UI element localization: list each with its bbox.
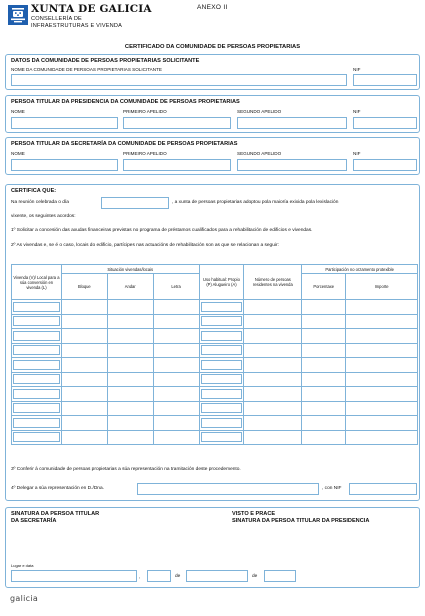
- cell-porcentaxe[interactable]: [302, 314, 346, 329]
- cell-porcentaxe[interactable]: [302, 416, 346, 431]
- community-nif-label: NIF: [353, 67, 361, 72]
- table-row: [12, 314, 418, 329]
- table-row: [12, 300, 418, 315]
- col-vivenda-header: Vivenda (V)/ Local para a súa conversión en vivenda (L): [12, 265, 62, 300]
- cell-uso[interactable]: [199, 343, 244, 358]
- cell-vivenda[interactable]: [12, 430, 62, 445]
- president-signature-label: [232, 511, 369, 525]
- cell-importe[interactable]: [346, 430, 418, 445]
- president-surname2-field[interactable]: [237, 117, 347, 129]
- cell-andar[interactable]: [107, 401, 153, 416]
- cell-vivenda[interactable]: [12, 372, 62, 387]
- secretary-name-field[interactable]: [11, 159, 118, 171]
- secretary-nif-label: NIF: [353, 151, 361, 156]
- col-importe-header: Importe: [346, 274, 418, 300]
- document-title: CERTIFICADO DA COMUNIDADE DE PERSOAS PROPIETARIAS: [124, 44, 301, 50]
- org-name: XUNTA DE GALICIA: [31, 3, 152, 15]
- delegate-nif-field[interactable]: [349, 483, 417, 495]
- department-line-1: CONSELLERÍA DE: [31, 16, 82, 22]
- cell-uso-box: [201, 302, 243, 312]
- president-panel: [5, 95, 420, 133]
- col-bloque-header: Bloque: [61, 274, 107, 300]
- signature-panel: [5, 507, 420, 588]
- cell-persoas[interactable]: [244, 372, 302, 387]
- cell-porcentaxe[interactable]: [302, 300, 346, 315]
- de-label-2: de: [252, 574, 258, 579]
- cell-porcentaxe[interactable]: [302, 401, 346, 416]
- meeting-line-2: vixente, os seguintes acordos:: [11, 214, 76, 219]
- cell-bloque[interactable]: [61, 387, 107, 402]
- cell-vivenda-box: [13, 345, 60, 355]
- cell-uso[interactable]: [199, 329, 244, 344]
- annex-label: ANEXO II: [197, 4, 228, 11]
- cell-uso-box: [201, 432, 243, 442]
- secretary-signature-line-2: DA SECRETARÍA: [11, 518, 57, 524]
- cell-letra[interactable]: [153, 387, 199, 402]
- cell-vivenda[interactable]: [12, 314, 62, 329]
- table-row: [12, 430, 418, 445]
- month-field[interactable]: [186, 570, 248, 582]
- cell-letra[interactable]: [153, 372, 199, 387]
- cell-letra[interactable]: [153, 430, 199, 445]
- president-signature-line-2: SINATURA DA PERSOA TITULAR DA PRESIDENCIA: [232, 518, 370, 524]
- president-name-field[interactable]: [11, 117, 118, 129]
- cell-importe[interactable]: [346, 343, 418, 358]
- cell-persoas[interactable]: [244, 430, 302, 445]
- president-nif-field[interactable]: [353, 117, 417, 129]
- cell-uso[interactable]: [199, 372, 244, 387]
- table-row: [12, 387, 418, 402]
- certifica-panel: [5, 184, 420, 501]
- secretary-surname1-field[interactable]: [123, 159, 231, 171]
- day-field[interactable]: [147, 570, 171, 582]
- cell-letra[interactable]: [153, 329, 199, 344]
- cell-vivenda[interactable]: [12, 416, 62, 431]
- cell-importe[interactable]: [346, 300, 418, 315]
- cell-andar[interactable]: [107, 329, 153, 344]
- cell-vivenda[interactable]: [12, 401, 62, 416]
- community-name-field[interactable]: [11, 74, 347, 86]
- cell-vivenda[interactable]: [12, 300, 62, 315]
- participacion-group-header: Participación no orzamento protexible: [302, 265, 418, 274]
- secretary-panel: [5, 137, 420, 175]
- cell-uso-box: [201, 374, 243, 384]
- cell-letra[interactable]: [153, 300, 199, 315]
- president-surname1-label: PRIMEIRO APELIDO: [123, 109, 167, 114]
- cell-uso-box: [201, 316, 243, 326]
- cell-uso[interactable]: [199, 300, 244, 315]
- cell-bloque[interactable]: [61, 372, 107, 387]
- cell-porcentaxe[interactable]: [302, 343, 346, 358]
- dwellings-table: [11, 264, 418, 445]
- department-name: [31, 16, 122, 30]
- cell-vivenda-box: [13, 360, 60, 370]
- cell-vivenda-box: [13, 432, 60, 442]
- cell-persoas[interactable]: [244, 300, 302, 315]
- secretary-nif-field[interactable]: [353, 159, 417, 171]
- cell-importe[interactable]: [346, 314, 418, 329]
- cell-letra[interactable]: [153, 401, 199, 416]
- cell-andar[interactable]: [107, 372, 153, 387]
- cell-bloque[interactable]: [61, 314, 107, 329]
- cell-importe[interactable]: [346, 416, 418, 431]
- cell-vivenda-box: [13, 302, 60, 312]
- secretary-surname2-label: SEGUNDO APELIDO: [237, 151, 282, 156]
- table-row: [12, 416, 418, 431]
- cell-vivenda[interactable]: [12, 343, 62, 358]
- agreement-1: 1º Solicitar a concesión das axudas financeiras previstas no programa de préstamos cualificados para a rehabilitación de edificios e vivendas.: [11, 228, 313, 233]
- cell-bloque[interactable]: [61, 416, 107, 431]
- cell-uso[interactable]: [199, 358, 244, 373]
- meeting-date-field[interactable]: [101, 197, 169, 209]
- table-row: [12, 329, 418, 344]
- cell-uso-box: [201, 418, 243, 428]
- president-nif-label: NIF: [353, 109, 361, 114]
- cell-uso[interactable]: [199, 314, 244, 329]
- col-persoas-header: Número de persoas residentes na vivenda: [244, 265, 302, 300]
- cell-bloque[interactable]: [61, 358, 107, 373]
- cell-andar[interactable]: [107, 358, 153, 373]
- cell-persoas[interactable]: [244, 329, 302, 344]
- place-field[interactable]: [11, 570, 137, 582]
- cell-vivenda-box: [13, 418, 60, 428]
- president-name-label: NOME: [11, 109, 25, 114]
- cell-porcentaxe[interactable]: [302, 329, 346, 344]
- table-row: [12, 401, 418, 416]
- cell-bloque[interactable]: [61, 401, 107, 416]
- cell-andar[interactable]: [107, 343, 153, 358]
- cell-persoas[interactable]: [244, 358, 302, 373]
- cell-vivenda[interactable]: [12, 329, 62, 344]
- cell-uso-box: [201, 345, 243, 355]
- cell-vivenda-box: [13, 316, 60, 326]
- meeting-suffix: , a xunta de persoas propietarias adoptou pola maioría exixida pola lexislación: [172, 200, 339, 205]
- cell-uso-box: [201, 360, 243, 370]
- de-label-1: de: [175, 574, 181, 579]
- cell-vivenda-box: [13, 403, 60, 413]
- meeting-prefix: Na reunión celebrada o día: [11, 200, 69, 205]
- cell-letra[interactable]: [153, 343, 199, 358]
- president-surname2-label: SEGUNDO APELIDO: [237, 109, 282, 114]
- president-surname1-field[interactable]: [123, 117, 231, 129]
- cell-bloque[interactable]: [61, 300, 107, 315]
- agreement-2: 2º As vivendas e, se é o caso, locais do edificio, partícipes nas actuacións de rehabilitación son as que se relacionan a seguir:: [11, 243, 279, 248]
- secretary-heading: PERSOA TITULAR DA SECRETARÍA DA COMUNIDADE DE PERSOAS PROPIETARIAS: [11, 141, 238, 147]
- year-field[interactable]: [264, 570, 296, 582]
- table-row: [12, 358, 418, 373]
- cell-letra[interactable]: [153, 416, 199, 431]
- cell-andar[interactable]: [107, 430, 153, 445]
- cell-vivenda[interactable]: [12, 358, 62, 373]
- table-body: [12, 300, 418, 445]
- cell-persoas[interactable]: [244, 343, 302, 358]
- community-panel: [5, 54, 420, 90]
- cell-porcentaxe[interactable]: [302, 430, 346, 445]
- secretary-signature-label: [11, 511, 99, 525]
- secretary-surname1-label: PRIMEIRO APELIDO: [123, 151, 167, 156]
- certifica-heading: CERTIFICA QUE:: [11, 188, 57, 194]
- cell-uso[interactable]: [199, 430, 244, 445]
- cell-uso[interactable]: [199, 401, 244, 416]
- agreement-4-prefix: 4º Delegar a súa representación en D./Dna.: [11, 486, 104, 491]
- delegate-name-field[interactable]: [137, 483, 319, 495]
- cell-andar[interactable]: [107, 387, 153, 402]
- cell-persoas[interactable]: [244, 416, 302, 431]
- cell-uso-box: [201, 331, 243, 341]
- cell-porcentaxe[interactable]: [302, 372, 346, 387]
- agreement-4-nif-label: , con NIF: [322, 486, 342, 491]
- cell-uso-box: [201, 403, 243, 413]
- department-line-2: INFRAESTRUTURAS E VIVENDA: [31, 23, 123, 29]
- table-row: [12, 343, 418, 358]
- secretary-name-label: NOME: [11, 151, 25, 156]
- cell-andar[interactable]: [107, 314, 153, 329]
- cell-vivenda-box: [13, 389, 60, 399]
- cell-uso-box: [201, 389, 243, 399]
- situacion-group-header: Situación vivendas/locais: [61, 265, 199, 274]
- cell-letra[interactable]: [153, 314, 199, 329]
- cell-vivenda-box: [13, 331, 60, 341]
- cell-importe[interactable]: [346, 329, 418, 344]
- cell-porcentaxe[interactable]: [302, 358, 346, 373]
- secretary-signature-line-1: SINATURA DA PERSOA TITULAR: [11, 511, 100, 517]
- cell-bloque[interactable]: [61, 343, 107, 358]
- cell-importe[interactable]: [346, 358, 418, 373]
- cell-letra[interactable]: [153, 358, 199, 373]
- col-letra-header: Letra: [153, 274, 199, 300]
- cell-importe[interactable]: [346, 372, 418, 387]
- table-row: [12, 372, 418, 387]
- agreement-3: 3º Conferir á comunidade de persoas propietarias a súa representación na tramitación deste procedemento.: [11, 467, 241, 472]
- cell-uso[interactable]: [199, 387, 244, 402]
- cell-porcentaxe[interactable]: [302, 387, 346, 402]
- cell-uso[interactable]: [199, 416, 244, 431]
- community-nif-field[interactable]: [353, 74, 417, 86]
- community-heading: DATOS DA COMUNIDADE DE PERSOAS PROPIETARIAS SOLICITANTE: [11, 58, 200, 64]
- cell-persoas[interactable]: [244, 401, 302, 416]
- col-uso-header: Uso habitual: Propio (P) Alugueiro (A): [199, 265, 244, 300]
- secretary-surname2-field[interactable]: [237, 159, 347, 171]
- cell-persoas[interactable]: [244, 314, 302, 329]
- president-signature-line-1: VISTO E PRACE: [232, 511, 276, 517]
- cell-importe[interactable]: [346, 387, 418, 402]
- cell-persoas[interactable]: [244, 387, 302, 402]
- comma-separator: ,: [139, 575, 141, 580]
- cell-bloque[interactable]: [61, 329, 107, 344]
- col-andar-header: Andar: [107, 274, 153, 300]
- xunta-logo-icon: [8, 5, 28, 25]
- president-heading: PERSOA TITULAR DA PRESIDENCIA DA COMUNIDADE DE PERSOAS PROPIETARIAS: [11, 99, 240, 105]
- cell-importe[interactable]: [346, 401, 418, 416]
- col-porcentaxe-header: Porcentaxe: [302, 274, 346, 300]
- galicia-logo: galicia: [10, 594, 39, 603]
- cell-bloque[interactable]: [61, 430, 107, 445]
- cell-andar[interactable]: [107, 416, 153, 431]
- cell-vivenda-box: [13, 374, 60, 384]
- cell-andar[interactable]: [107, 300, 153, 315]
- place-date-label: Lugar e data: [11, 563, 34, 568]
- cell-vivenda[interactable]: [12, 387, 62, 402]
- community-name-label: NOME DA COMUNIDADE DE PERSOAS PROPIETARIAS SOLICITANTE: [11, 67, 162, 72]
